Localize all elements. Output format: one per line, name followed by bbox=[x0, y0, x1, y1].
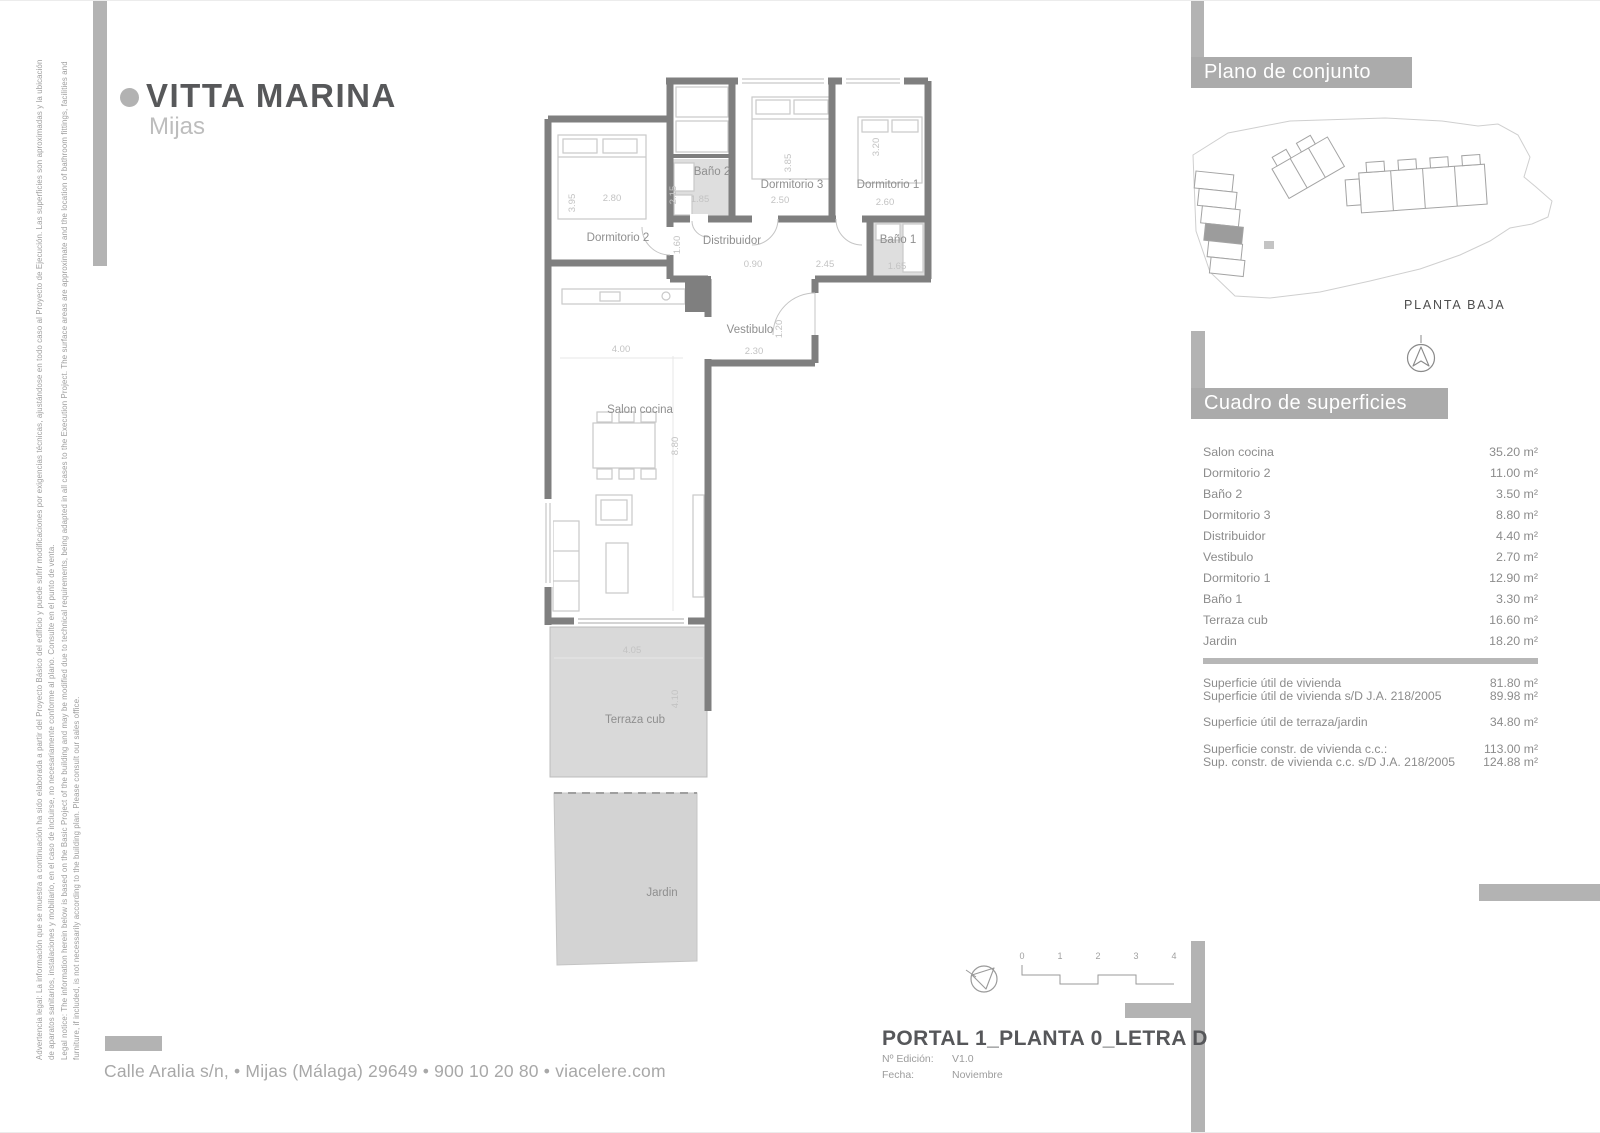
legal-disclaimer bbox=[34, 54, 84, 1060]
dimension-label: 2.80 bbox=[602, 193, 622, 204]
dining-table bbox=[593, 423, 655, 468]
table-row bbox=[1203, 716, 1538, 729]
brand-name: VITTA MARINA bbox=[146, 77, 397, 114]
row-value: 124.88 m² bbox=[1483, 754, 1538, 769]
dimension-label: 4.10 bbox=[670, 689, 681, 709]
surfaces-divider bbox=[1203, 658, 1538, 664]
address-accent-bar bbox=[105, 1036, 162, 1051]
row-value: 3.30 m² bbox=[1495, 592, 1538, 606]
building-cluster-left bbox=[1194, 171, 1245, 277]
garden-area bbox=[554, 793, 697, 965]
scale-tick: 2 bbox=[1095, 951, 1101, 961]
row-value: 18.20 m² bbox=[1489, 634, 1538, 648]
row-value: 4.40 m² bbox=[1495, 529, 1538, 543]
dimension-label: 2.30 bbox=[744, 346, 764, 357]
site-plan-caption: PLANTA BAJA bbox=[1404, 298, 1506, 312]
row-value: 8.80 m² bbox=[1495, 508, 1538, 522]
scale-bar bbox=[1022, 965, 1174, 984]
date-value: Noviembre bbox=[952, 1069, 1003, 1081]
dimension-label: 4.00 bbox=[611, 344, 631, 355]
table-row bbox=[1203, 526, 1538, 547]
edition-row bbox=[882, 1053, 974, 1065]
totals-group bbox=[1203, 743, 1538, 768]
room-label: Terraza cub bbox=[604, 714, 666, 726]
building-cluster-right bbox=[1344, 154, 1487, 214]
table-row bbox=[1203, 484, 1538, 505]
table-row bbox=[1203, 690, 1538, 703]
building-cluster-middle bbox=[1267, 128, 1344, 198]
surfaces-totals bbox=[1203, 677, 1538, 783]
row-label: Jardin bbox=[1203, 634, 1237, 648]
address-line: Calle Aralia s/n, • Mijas (Málaga) 29649 • 900 10 20 80 • viacelere.com bbox=[104, 1061, 666, 1081]
row-label: Dormitorio 2 bbox=[1203, 466, 1271, 480]
table-row bbox=[1203, 505, 1538, 526]
date-row bbox=[882, 1069, 1003, 1081]
row-value: 89.98 m² bbox=[1489, 688, 1538, 703]
date-label: Fecha: bbox=[882, 1069, 915, 1081]
scale-tick-numbers bbox=[1019, 951, 1176, 961]
dimension-label: 4.05 bbox=[622, 645, 642, 656]
room-label: Dormitorio 2 bbox=[586, 232, 650, 244]
row-value: 16.60 m² bbox=[1489, 613, 1538, 627]
room-label: Vestibulo bbox=[726, 324, 774, 336]
edition-label: Nº Edición: bbox=[882, 1053, 934, 1065]
legal-text-es: Advertencia legal: La información que se muestra a continuación ha sido elaborada a partir del Proyecto Básico del edificio y puede sufrir modificaciones por exigencias técnicas, ajustándose en todo caso al Proyecto de Ejecución. Las superficies son aproximadas y la ubicación de aparatos sanitarios, instalaciones y mobiliario, en el caso de incluirse, no necesariamente conforme al plano. Consulte en el punto de venta. bbox=[35, 59, 57, 1060]
row-value: 3.50 m² bbox=[1495, 487, 1538, 501]
row-label: Dormitorio 1 bbox=[1203, 571, 1271, 585]
scale-tick: 4 bbox=[1171, 951, 1177, 961]
room-label: Dormitorio 1 bbox=[856, 179, 920, 191]
dimension-label: 2.60 bbox=[875, 197, 895, 208]
row-label: Distribuidor bbox=[1203, 529, 1266, 543]
scale-tick: 1 bbox=[1057, 951, 1063, 961]
dimension-label: 2.15 bbox=[668, 185, 679, 205]
dimension-label: 0.90 bbox=[743, 259, 763, 270]
dimension-label: 1.85 bbox=[690, 194, 710, 205]
room-label: Baño 2 bbox=[693, 166, 731, 178]
mid-right-vertical-bar bbox=[1191, 331, 1205, 389]
table-row bbox=[1203, 463, 1538, 484]
dimension-label: 2.50 bbox=[770, 195, 790, 206]
brand-dot-icon bbox=[120, 88, 139, 107]
scale-and-compass bbox=[945, 936, 1195, 1006]
row-label: Salon cocina bbox=[1203, 445, 1274, 459]
table-row bbox=[1203, 743, 1538, 756]
edition-value: V1.0 bbox=[952, 1053, 974, 1065]
site-plan-drawing bbox=[1180, 111, 1570, 306]
row-label: Terraza cub bbox=[1203, 613, 1268, 627]
scale-tick: 3 bbox=[1133, 951, 1139, 961]
furniture bbox=[553, 87, 923, 611]
dimension-label: 1.65 bbox=[887, 261, 907, 272]
sheet-title: PORTAL 1_PLANTA 0_LETRA D bbox=[882, 1027, 1208, 1050]
sofa bbox=[553, 521, 579, 611]
dimension-label: 1.60 bbox=[672, 235, 683, 255]
table-row bbox=[1203, 677, 1538, 690]
table-row bbox=[1203, 442, 1538, 463]
top-right-vertical-bar bbox=[1191, 1, 1204, 58]
surfaces-table bbox=[1203, 442, 1538, 652]
wall-block bbox=[685, 276, 711, 312]
row-value: 113.00 m² bbox=[1484, 742, 1538, 757]
dimension-label: 3.20 bbox=[871, 137, 882, 157]
floor-plan-drawing bbox=[540, 71, 940, 971]
table-row bbox=[1203, 756, 1538, 769]
legal-text-en: Legal notice: The information herein below is based on the Basic Project of the building and may be modified due to technical requirements, being adapted in all cases to the Execution Project. The surface areas are approximate and the location of bathroom fittings, facilities and furniture, if included, is not necessarily according to the building plan. Please consult our sales office. bbox=[59, 61, 82, 1060]
room-label: Distribuidor bbox=[702, 235, 762, 247]
dimension-label: 2.45 bbox=[815, 259, 835, 270]
table-row bbox=[1203, 547, 1538, 568]
row-value: 81.80 m² bbox=[1489, 676, 1538, 690]
north-compass-icon bbox=[1402, 331, 1440, 377]
row-label: Vestibulo bbox=[1203, 550, 1254, 564]
tv-unit bbox=[693, 495, 704, 597]
dimension-label: 1.20 bbox=[774, 319, 785, 339]
brand-location: Mijas bbox=[149, 113, 206, 140]
row-value: 11.00 m² bbox=[1490, 466, 1538, 480]
table-row bbox=[1203, 568, 1538, 589]
totals-group bbox=[1203, 716, 1538, 729]
row-label: Superficie constr. de vivienda c.c.: bbox=[1203, 742, 1388, 757]
dimension-label: 8.80 bbox=[670, 436, 681, 456]
row-label: Superficie útil de vivienda s/D J.A. 218/2005 bbox=[1203, 688, 1442, 703]
row-label: Baño 2 bbox=[1203, 487, 1243, 501]
table-row bbox=[1203, 610, 1538, 631]
row-label: Baño 1 bbox=[1203, 592, 1243, 606]
table-row bbox=[1203, 589, 1538, 610]
row-label: Sup. constr. de vivienda c.c. s/D J.A. 218/2005 bbox=[1203, 754, 1456, 769]
dimension-label: 3.85 bbox=[783, 153, 794, 173]
dimension-label: 3.95 bbox=[567, 193, 578, 213]
row-value: 2.70 m² bbox=[1495, 550, 1538, 564]
room-label: Salon cocina bbox=[607, 404, 673, 416]
surfaces-header: Cuadro de superficies bbox=[1191, 388, 1448, 419]
brand-side-bar bbox=[93, 1, 107, 266]
row-label: Superficie útil de vivienda bbox=[1203, 676, 1342, 690]
wardrobe bbox=[676, 87, 728, 117]
row-value: 12.90 m² bbox=[1489, 571, 1538, 585]
room-label: Baño 1 bbox=[879, 234, 917, 246]
coffee-table bbox=[606, 543, 628, 593]
right-horizontal-bar bbox=[1479, 884, 1600, 901]
row-label: Superficie útil de terraza/jardin bbox=[1203, 715, 1368, 730]
totals-group bbox=[1203, 677, 1538, 702]
room-label: Dormitorio 3 bbox=[760, 179, 824, 191]
row-value: 35.20 m² bbox=[1489, 445, 1538, 459]
scale-tick: 0 bbox=[1019, 951, 1025, 961]
room-label: Jardin bbox=[646, 887, 678, 899]
row-label: Dormitorio 3 bbox=[1203, 508, 1271, 522]
site-plan-header: Plano de conjunto bbox=[1191, 57, 1412, 88]
site-detail bbox=[1264, 241, 1274, 249]
row-value: 34.80 m² bbox=[1489, 715, 1538, 730]
table-row bbox=[1203, 631, 1538, 652]
